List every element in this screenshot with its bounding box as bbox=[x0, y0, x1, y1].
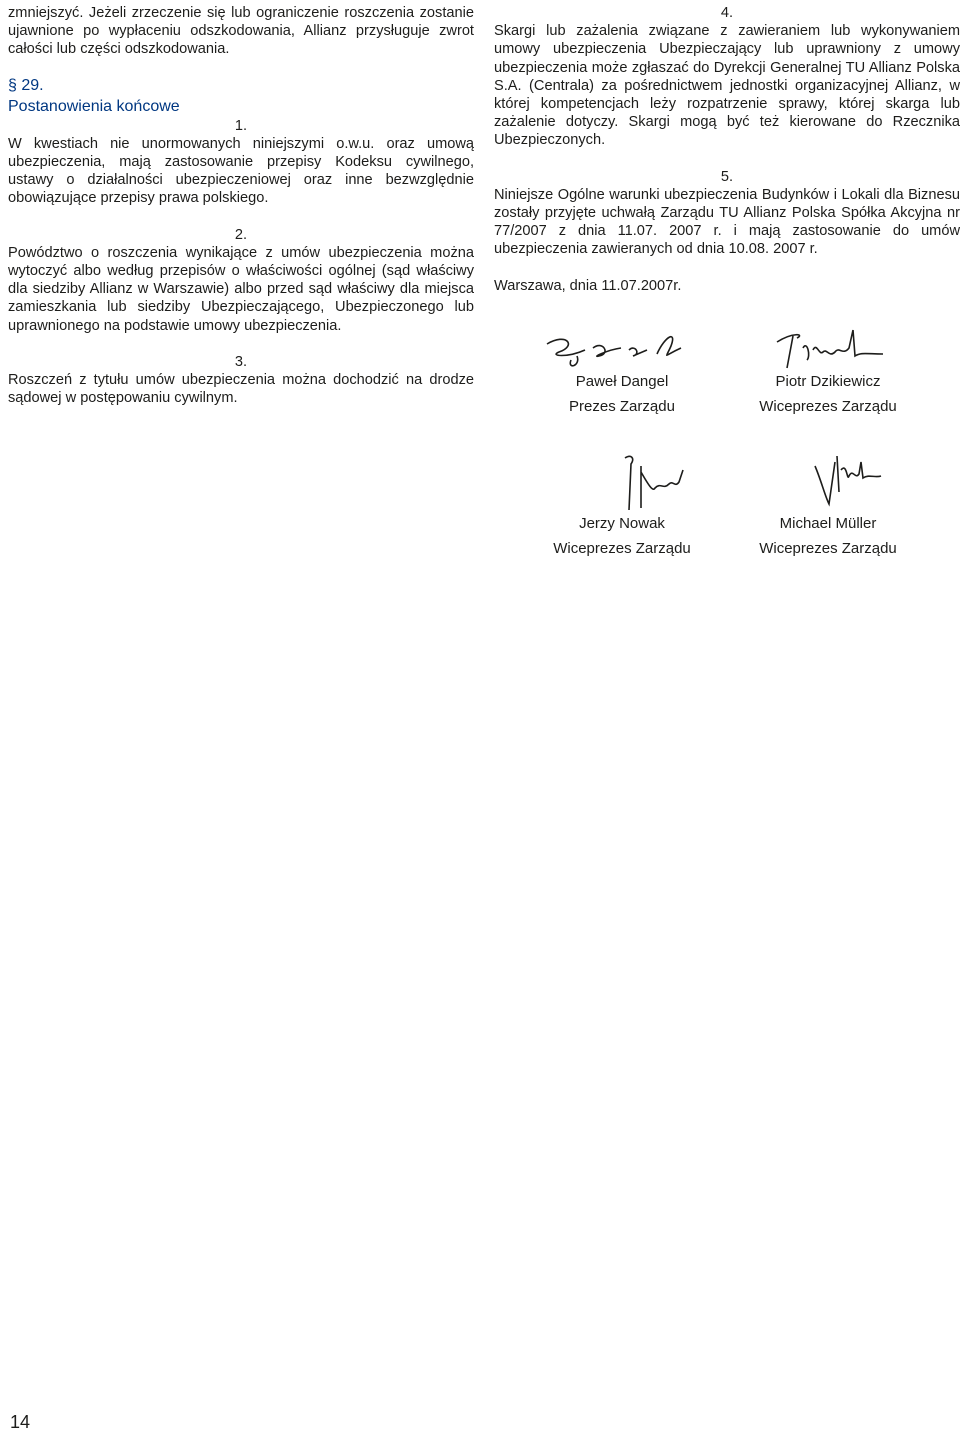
signatory-name: Piotr Dzikiewicz bbox=[775, 373, 881, 390]
signature-block-muller bbox=[713, 452, 943, 561]
signatory-role: Wiceprezes Zarządu bbox=[759, 539, 897, 557]
signatory-role: Wiceprezes Zarządu bbox=[553, 539, 691, 557]
right-column bbox=[494, 4, 960, 295]
item-number: 5. bbox=[720, 168, 734, 185]
signature-image bbox=[537, 452, 707, 512]
page-number: 14 bbox=[10, 1412, 31, 1432]
signature-image bbox=[743, 452, 913, 512]
section-title: Postanowienia końcowe bbox=[8, 97, 180, 115]
section-number: § 29. bbox=[8, 76, 44, 94]
item-text: Powództwo o roszczenia wynikające z umów ubezpieczenia można wytoczyć albo według przepisów o właściwości ogólnej (sąd właściwy dla siedziby Allianz w Warszawie) albo przed sąd właściwy dla miejsca zamieszkania lub siedziby Ubezpieczającego, Ubezpieczonego lub uprawnionego na podstawie umowy ubezpieczenia. bbox=[8, 244, 474, 334]
signatory-name: Paweł Dangel bbox=[575, 373, 669, 390]
item-number: 3. bbox=[234, 353, 248, 370]
signature-image bbox=[743, 326, 913, 370]
signature-block-dangel bbox=[507, 326, 737, 419]
left-column bbox=[8, 4, 474, 407]
item-number: 4. bbox=[720, 5, 734, 21]
signatory-role: Wiceprezes Zarządu bbox=[759, 397, 897, 415]
signatory-name: Michael Müller bbox=[779, 515, 877, 532]
signatory-name: Jerzy Nowak bbox=[579, 515, 665, 532]
signature-block-nowak bbox=[507, 452, 737, 561]
signature-image bbox=[537, 326, 707, 370]
item-number: 1. bbox=[234, 117, 248, 134]
item-number: 2. bbox=[234, 226, 248, 243]
item-text: Roszczeń z tytułu umów ubezpieczenia można dochodzić na drodze sądowej w postępowaniu cywilnym. bbox=[8, 372, 474, 407]
intro-paragraph: zmniejszyć. Jeżeli zrzeczenie się lub ograniczenie roszczenia zostanie ujawnione po wypłaceniu odszkodowania, Allianz przysługuje zwrot całości lub części odszkodowania. bbox=[8, 5, 474, 58]
signatory-role: Prezes Zarządu bbox=[569, 397, 675, 415]
signature-block-dzikiewicz bbox=[713, 326, 943, 419]
place-date: Warszawa, dnia 11.07.2007r. bbox=[494, 277, 682, 294]
item-text: W kwestiach nie unormowanych niniejszymi o.w.u. oraz umową ubezpieczenia, mają zastosowanie przepisy Kodeksu cywilnego, ustawy o działalności ubezpieczeniowej oraz inne bezwzględnie obowiązujące przepisy prawa polskiego. bbox=[8, 135, 474, 207]
item-text: Niniejsze Ogólne warunki ubezpieczenia Budynków i Lokali dla Biznesu zostały przyjęte uchwałą Zarządu TU Allianz Polska Spółka Akcyjna nr 77/2007 z dnia 11.07. 2007 r. i mają zastosowanie do umów ubezpieczenia zawieranych od dnia 10.08. 2007 r. bbox=[494, 186, 960, 258]
item-text: Skargi lub zażalenia związane z zawieraniem lub wykonywaniem umowy ubezpieczenia Ubezpieczający lub uprawniony z umowy ubezpieczenia może zgłaszać do Dyrekcji Generalnej TU Allianz Polska S.A. (Centrala) za pośrednictwem jednostki organizacyjnej Allianz, w której kompetencjach leży rozpatrzenie sprawy, której skarga lub zażalenie dotyczy. Skargi mogą być też kierowane do Rzecznika Ubezpieczonych. bbox=[494, 23, 960, 149]
